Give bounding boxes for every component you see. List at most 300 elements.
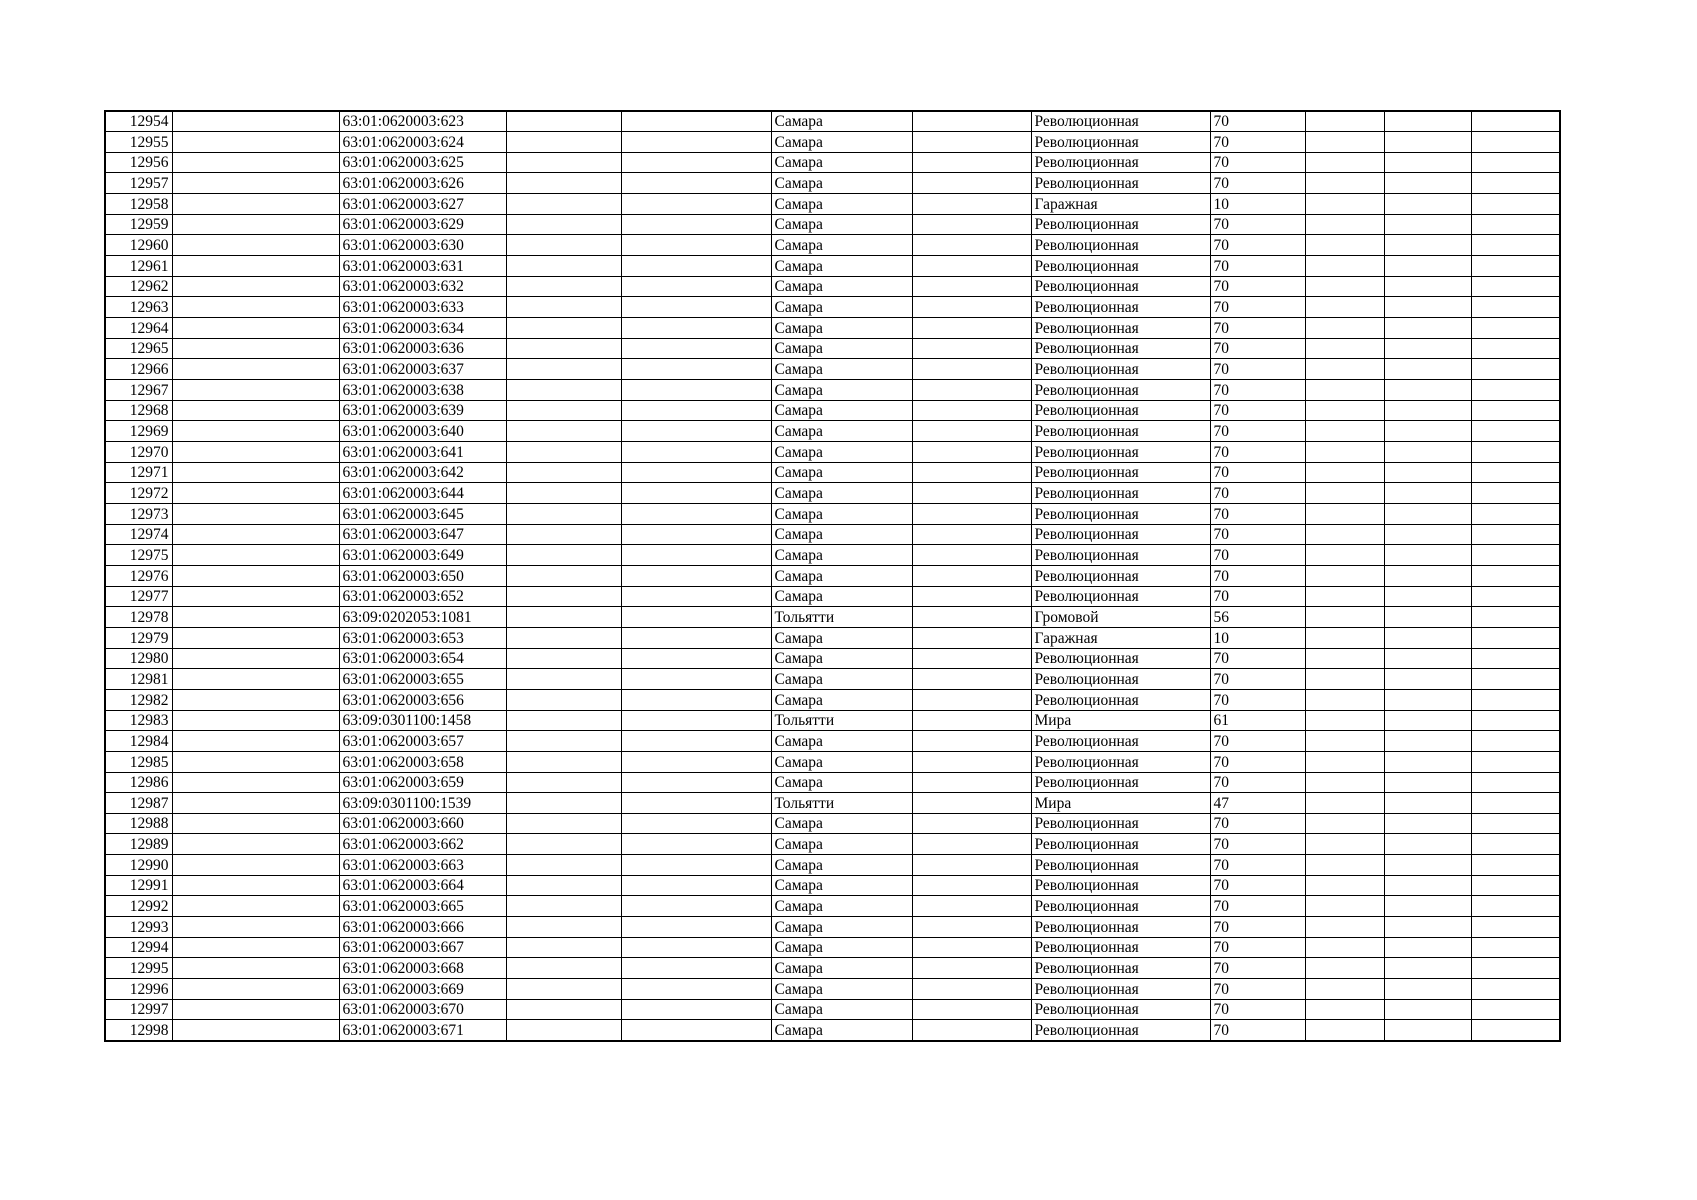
blank-cell bbox=[912, 565, 1031, 586]
table-row bbox=[105, 648, 1560, 669]
blank-cell bbox=[1305, 421, 1384, 442]
row-number-cell: 12978 bbox=[105, 607, 172, 628]
blank-cell bbox=[172, 173, 339, 194]
house-number-cell: 70 bbox=[1210, 524, 1305, 545]
street-cell: Революционная bbox=[1031, 689, 1210, 710]
blank-cell bbox=[172, 855, 339, 876]
blank-cell bbox=[912, 586, 1031, 607]
blank-cell bbox=[172, 338, 339, 359]
blank-cell bbox=[621, 462, 771, 483]
blank-cell bbox=[621, 194, 771, 215]
city-cell: Самара bbox=[771, 648, 912, 669]
blank-cell bbox=[506, 111, 621, 132]
city-cell: Самара bbox=[771, 627, 912, 648]
row-number-cell: 12962 bbox=[105, 276, 172, 297]
blank-cell bbox=[1384, 380, 1471, 401]
street-cell: Революционная bbox=[1031, 565, 1210, 586]
blank-cell bbox=[172, 297, 339, 318]
blank-cell bbox=[912, 132, 1031, 153]
blank-cell bbox=[1471, 731, 1560, 752]
street-cell: Революционная bbox=[1031, 503, 1210, 524]
blank-cell bbox=[1471, 483, 1560, 504]
blank-cell bbox=[912, 173, 1031, 194]
blank-cell bbox=[172, 937, 339, 958]
row-number-cell: 12970 bbox=[105, 442, 172, 463]
street-cell: Революционная bbox=[1031, 276, 1210, 297]
blank-cell bbox=[172, 1020, 339, 1041]
blank-cell bbox=[506, 338, 621, 359]
row-number-cell: 12968 bbox=[105, 400, 172, 421]
blank-cell bbox=[1471, 958, 1560, 979]
city-cell: Тольятти bbox=[771, 793, 912, 814]
blank-cell bbox=[621, 276, 771, 297]
cadastral-number-cell: 63:01:0620003:624 bbox=[339, 132, 506, 153]
house-number-cell: 70 bbox=[1210, 462, 1305, 483]
blank-cell bbox=[1305, 937, 1384, 958]
blank-cell bbox=[506, 979, 621, 1000]
house-number-cell: 70 bbox=[1210, 359, 1305, 380]
table-row bbox=[105, 1020, 1560, 1041]
blank-cell bbox=[1471, 979, 1560, 1000]
blank-cell bbox=[1471, 338, 1560, 359]
street-cell: Революционная bbox=[1031, 359, 1210, 380]
house-number-cell: 70 bbox=[1210, 772, 1305, 793]
blank-cell bbox=[172, 689, 339, 710]
blank-cell bbox=[1305, 751, 1384, 772]
blank-cell bbox=[1384, 627, 1471, 648]
cadastral-number-cell: 63:01:0620003:642 bbox=[339, 462, 506, 483]
table-row bbox=[105, 256, 1560, 277]
city-cell: Самара bbox=[771, 400, 912, 421]
row-number-cell: 12967 bbox=[105, 380, 172, 401]
blank-cell bbox=[1305, 173, 1384, 194]
blank-cell bbox=[506, 875, 621, 896]
blank-cell bbox=[621, 297, 771, 318]
blank-cell bbox=[912, 999, 1031, 1020]
city-cell: Самара bbox=[771, 132, 912, 153]
row-number-cell: 12969 bbox=[105, 421, 172, 442]
blank-cell bbox=[912, 462, 1031, 483]
blank-cell bbox=[912, 793, 1031, 814]
street-cell: Революционная bbox=[1031, 669, 1210, 690]
row-number-cell: 12963 bbox=[105, 297, 172, 318]
city-cell: Самара bbox=[771, 689, 912, 710]
blank-cell bbox=[912, 214, 1031, 235]
table-row bbox=[105, 627, 1560, 648]
blank-cell bbox=[1471, 917, 1560, 938]
blank-cell bbox=[1305, 607, 1384, 628]
blank-cell bbox=[1305, 875, 1384, 896]
table-row bbox=[105, 318, 1560, 339]
blank-cell bbox=[912, 338, 1031, 359]
blank-cell bbox=[506, 297, 621, 318]
house-number-cell: 70 bbox=[1210, 565, 1305, 586]
table-row bbox=[105, 235, 1560, 256]
city-cell: Самара bbox=[771, 834, 912, 855]
street-cell: Революционная bbox=[1031, 999, 1210, 1020]
blank-cell bbox=[1471, 545, 1560, 566]
blank-cell bbox=[1384, 235, 1471, 256]
blank-cell bbox=[506, 276, 621, 297]
blank-cell bbox=[1471, 813, 1560, 834]
blank-cell bbox=[621, 855, 771, 876]
blank-cell bbox=[1471, 627, 1560, 648]
blank-cell bbox=[912, 607, 1031, 628]
cadastral-number-cell: 63:01:0620003:641 bbox=[339, 442, 506, 463]
city-cell: Самара bbox=[771, 276, 912, 297]
blank-cell bbox=[1305, 834, 1384, 855]
street-cell: Революционная bbox=[1031, 834, 1210, 855]
blank-cell bbox=[621, 793, 771, 814]
row-number-cell: 12961 bbox=[105, 256, 172, 277]
table-row bbox=[105, 896, 1560, 917]
blank-cell bbox=[1471, 421, 1560, 442]
cadastral-number-cell: 63:01:0620003:625 bbox=[339, 152, 506, 173]
city-cell: Самара bbox=[771, 545, 912, 566]
cadastral-number-cell: 63:01:0620003:656 bbox=[339, 689, 506, 710]
blank-cell bbox=[912, 648, 1031, 669]
blank-cell bbox=[1384, 648, 1471, 669]
blank-cell bbox=[1305, 462, 1384, 483]
blank-cell bbox=[1384, 669, 1471, 690]
cadastral-number-cell: 63:01:0620003:664 bbox=[339, 875, 506, 896]
house-number-cell: 70 bbox=[1210, 503, 1305, 524]
blank-cell bbox=[1471, 1020, 1560, 1041]
blank-cell bbox=[912, 194, 1031, 215]
blank-cell bbox=[506, 194, 621, 215]
house-number-cell: 70 bbox=[1210, 173, 1305, 194]
house-number-cell: 70 bbox=[1210, 834, 1305, 855]
blank-cell bbox=[1305, 400, 1384, 421]
street-cell: Революционная bbox=[1031, 813, 1210, 834]
blank-cell bbox=[621, 813, 771, 834]
row-number-cell: 12965 bbox=[105, 338, 172, 359]
cadastral-number-cell: 63:01:0620003:634 bbox=[339, 318, 506, 339]
blank-cell bbox=[1384, 689, 1471, 710]
table-row bbox=[105, 111, 1560, 132]
table-row bbox=[105, 689, 1560, 710]
blank-cell bbox=[172, 503, 339, 524]
city-cell: Самара bbox=[771, 875, 912, 896]
cadastral-number-cell: 63:01:0620003:666 bbox=[339, 917, 506, 938]
blank-cell bbox=[1384, 937, 1471, 958]
cadastral-number-cell: 63:01:0620003:662 bbox=[339, 834, 506, 855]
city-cell: Тольятти bbox=[771, 710, 912, 731]
blank-cell bbox=[621, 442, 771, 463]
house-number-cell: 70 bbox=[1210, 400, 1305, 421]
city-cell: Самара bbox=[771, 896, 912, 917]
blank-cell bbox=[506, 565, 621, 586]
city-cell: Самара bbox=[771, 338, 912, 359]
blank-cell bbox=[621, 1020, 771, 1041]
blank-cell bbox=[1305, 442, 1384, 463]
house-number-cell: 70 bbox=[1210, 689, 1305, 710]
house-number-cell: 70 bbox=[1210, 318, 1305, 339]
blank-cell bbox=[172, 896, 339, 917]
blank-cell bbox=[172, 751, 339, 772]
street-cell: Революционная bbox=[1031, 111, 1210, 132]
blank-cell bbox=[1384, 751, 1471, 772]
blank-cell bbox=[1471, 524, 1560, 545]
blank-cell bbox=[1305, 689, 1384, 710]
city-cell: Самара bbox=[771, 359, 912, 380]
table-row bbox=[105, 545, 1560, 566]
row-number-cell: 12996 bbox=[105, 979, 172, 1000]
blank-cell bbox=[1384, 565, 1471, 586]
table-row bbox=[105, 565, 1560, 586]
city-cell: Самара bbox=[771, 937, 912, 958]
blank-cell bbox=[1384, 731, 1471, 752]
cadastral-number-cell: 63:01:0620003:665 bbox=[339, 896, 506, 917]
city-cell: Самара bbox=[771, 979, 912, 1000]
city-cell: Самара bbox=[771, 917, 912, 938]
city-cell: Самара bbox=[771, 111, 912, 132]
blank-cell bbox=[172, 565, 339, 586]
blank-cell bbox=[1471, 648, 1560, 669]
cadastral-number-cell: 63:01:0620003:667 bbox=[339, 937, 506, 958]
blank-cell bbox=[621, 483, 771, 504]
blank-cell bbox=[912, 256, 1031, 277]
blank-cell bbox=[1305, 855, 1384, 876]
blank-cell bbox=[1384, 917, 1471, 938]
blank-cell bbox=[1305, 503, 1384, 524]
table-row bbox=[105, 586, 1560, 607]
blank-cell bbox=[1384, 813, 1471, 834]
blank-cell bbox=[1384, 855, 1471, 876]
table-body bbox=[105, 111, 1560, 1041]
row-number-cell: 12983 bbox=[105, 710, 172, 731]
blank-cell bbox=[912, 111, 1031, 132]
blank-cell bbox=[506, 214, 621, 235]
blank-cell bbox=[1305, 565, 1384, 586]
house-number-cell: 70 bbox=[1210, 999, 1305, 1020]
blank-cell bbox=[1471, 586, 1560, 607]
blank-cell bbox=[621, 607, 771, 628]
blank-cell bbox=[506, 627, 621, 648]
blank-cell bbox=[172, 875, 339, 896]
blank-cell bbox=[1305, 132, 1384, 153]
city-cell: Самара bbox=[771, 1020, 912, 1041]
cadastral-number-cell: 63:01:0620003:623 bbox=[339, 111, 506, 132]
blank-cell bbox=[621, 669, 771, 690]
city-cell: Самара bbox=[771, 421, 912, 442]
table-row bbox=[105, 793, 1560, 814]
blank-cell bbox=[506, 751, 621, 772]
table-row bbox=[105, 937, 1560, 958]
blank-cell bbox=[506, 483, 621, 504]
blank-cell bbox=[172, 276, 339, 297]
blank-cell bbox=[912, 318, 1031, 339]
blank-cell bbox=[1305, 297, 1384, 318]
cadastral-number-cell: 63:01:0620003:631 bbox=[339, 256, 506, 277]
blank-cell bbox=[912, 751, 1031, 772]
house-number-cell: 70 bbox=[1210, 442, 1305, 463]
house-number-cell: 10 bbox=[1210, 627, 1305, 648]
row-number-cell: 12980 bbox=[105, 648, 172, 669]
house-number-cell: 70 bbox=[1210, 937, 1305, 958]
blank-cell bbox=[1305, 152, 1384, 173]
blank-cell bbox=[506, 421, 621, 442]
cadastral-number-cell: 63:01:0620003:629 bbox=[339, 214, 506, 235]
blank-cell bbox=[912, 276, 1031, 297]
house-number-cell: 70 bbox=[1210, 111, 1305, 132]
blank-cell bbox=[621, 731, 771, 752]
blank-cell bbox=[1305, 1020, 1384, 1041]
city-cell: Самара bbox=[771, 999, 912, 1020]
blank-cell bbox=[172, 483, 339, 504]
blank-cell bbox=[506, 152, 621, 173]
blank-cell bbox=[1305, 524, 1384, 545]
city-cell: Самара bbox=[771, 855, 912, 876]
blank-cell bbox=[1384, 462, 1471, 483]
blank-cell bbox=[912, 380, 1031, 401]
table-row bbox=[105, 607, 1560, 628]
row-number-cell: 12976 bbox=[105, 565, 172, 586]
blank-cell bbox=[172, 999, 339, 1020]
blank-cell bbox=[1471, 999, 1560, 1020]
row-number-cell: 12984 bbox=[105, 731, 172, 752]
street-cell: Революционная bbox=[1031, 751, 1210, 772]
cadastral-number-cell: 63:01:0620003:654 bbox=[339, 648, 506, 669]
row-number-cell: 12991 bbox=[105, 875, 172, 896]
table-row bbox=[105, 710, 1560, 731]
blank-cell bbox=[506, 545, 621, 566]
row-number-cell: 12955 bbox=[105, 132, 172, 153]
blank-cell bbox=[1471, 855, 1560, 876]
blank-cell bbox=[506, 173, 621, 194]
blank-cell bbox=[1471, 834, 1560, 855]
blank-cell bbox=[912, 503, 1031, 524]
blank-cell bbox=[912, 875, 1031, 896]
table-row bbox=[105, 917, 1560, 938]
street-cell: Революционная bbox=[1031, 483, 1210, 504]
city-cell: Самара bbox=[771, 152, 912, 173]
blank-cell bbox=[506, 132, 621, 153]
blank-cell bbox=[1305, 731, 1384, 752]
blank-cell bbox=[621, 586, 771, 607]
house-number-cell: 70 bbox=[1210, 586, 1305, 607]
house-number-cell: 70 bbox=[1210, 648, 1305, 669]
cadastral-number-cell: 63:01:0620003:655 bbox=[339, 669, 506, 690]
row-number-cell: 12958 bbox=[105, 194, 172, 215]
blank-cell bbox=[1471, 173, 1560, 194]
blank-cell bbox=[1384, 132, 1471, 153]
blank-cell bbox=[621, 648, 771, 669]
house-number-cell: 70 bbox=[1210, 731, 1305, 752]
house-number-cell: 70 bbox=[1210, 421, 1305, 442]
house-number-cell: 70 bbox=[1210, 855, 1305, 876]
table-row bbox=[105, 524, 1560, 545]
table-row bbox=[105, 421, 1560, 442]
table-row bbox=[105, 855, 1560, 876]
row-number-cell: 12964 bbox=[105, 318, 172, 339]
house-number-cell: 70 bbox=[1210, 483, 1305, 504]
blank-cell bbox=[1471, 689, 1560, 710]
blank-cell bbox=[172, 442, 339, 463]
blank-cell bbox=[621, 958, 771, 979]
blank-cell bbox=[172, 214, 339, 235]
blank-cell bbox=[172, 132, 339, 153]
registry-table bbox=[104, 110, 1561, 1042]
blank-cell bbox=[1471, 400, 1560, 421]
table-row bbox=[105, 813, 1560, 834]
house-number-cell: 70 bbox=[1210, 917, 1305, 938]
blank-cell bbox=[1471, 380, 1560, 401]
blank-cell bbox=[621, 400, 771, 421]
blank-cell bbox=[1384, 772, 1471, 793]
table-row bbox=[105, 359, 1560, 380]
city-cell: Самара bbox=[771, 483, 912, 504]
row-number-cell: 12993 bbox=[105, 917, 172, 938]
blank-cell bbox=[506, 937, 621, 958]
blank-cell bbox=[1384, 256, 1471, 277]
city-cell: Самара bbox=[771, 565, 912, 586]
street-cell: Революционная bbox=[1031, 1020, 1210, 1041]
blank-cell bbox=[506, 772, 621, 793]
blank-cell bbox=[621, 421, 771, 442]
cadastral-number-cell: 63:01:0620003:638 bbox=[339, 380, 506, 401]
blank-cell bbox=[172, 256, 339, 277]
blank-cell bbox=[1305, 276, 1384, 297]
house-number-cell: 70 bbox=[1210, 132, 1305, 153]
blank-cell bbox=[172, 834, 339, 855]
blank-cell bbox=[912, 979, 1031, 1000]
blank-cell bbox=[172, 607, 339, 628]
cadastral-number-cell: 63:01:0620003:671 bbox=[339, 1020, 506, 1041]
blank-cell bbox=[1384, 793, 1471, 814]
street-cell: Революционная bbox=[1031, 421, 1210, 442]
blank-cell bbox=[621, 999, 771, 1020]
street-cell: Гаражная bbox=[1031, 627, 1210, 648]
cadastral-number-cell: 63:01:0620003:653 bbox=[339, 627, 506, 648]
blank-cell bbox=[1471, 710, 1560, 731]
house-number-cell: 70 bbox=[1210, 1020, 1305, 1041]
cadastral-number-cell: 63:09:0301100:1539 bbox=[339, 793, 506, 814]
blank-cell bbox=[1305, 194, 1384, 215]
row-number-cell: 12981 bbox=[105, 669, 172, 690]
blank-cell bbox=[1384, 834, 1471, 855]
blank-cell bbox=[1471, 111, 1560, 132]
blank-cell bbox=[506, 689, 621, 710]
blank-cell bbox=[621, 565, 771, 586]
city-cell: Самара bbox=[771, 194, 912, 215]
blank-cell bbox=[1305, 896, 1384, 917]
blank-cell bbox=[506, 318, 621, 339]
city-cell: Самара bbox=[771, 318, 912, 339]
blank-cell bbox=[1384, 421, 1471, 442]
blank-cell bbox=[912, 917, 1031, 938]
street-cell: Революционная bbox=[1031, 380, 1210, 401]
street-cell: Революционная bbox=[1031, 731, 1210, 752]
blank-cell bbox=[1384, 710, 1471, 731]
house-number-cell: 70 bbox=[1210, 152, 1305, 173]
blank-cell bbox=[1305, 958, 1384, 979]
table-row bbox=[105, 152, 1560, 173]
blank-cell bbox=[621, 937, 771, 958]
blank-cell bbox=[1471, 276, 1560, 297]
blank-cell bbox=[912, 152, 1031, 173]
blank-cell bbox=[1471, 896, 1560, 917]
house-number-cell: 70 bbox=[1210, 256, 1305, 277]
blank-cell bbox=[172, 421, 339, 442]
row-number-cell: 12992 bbox=[105, 896, 172, 917]
blank-cell bbox=[506, 524, 621, 545]
row-number-cell: 12995 bbox=[105, 958, 172, 979]
blank-cell bbox=[621, 524, 771, 545]
blank-cell bbox=[1305, 648, 1384, 669]
house-number-cell: 70 bbox=[1210, 214, 1305, 235]
blank-cell bbox=[621, 132, 771, 153]
